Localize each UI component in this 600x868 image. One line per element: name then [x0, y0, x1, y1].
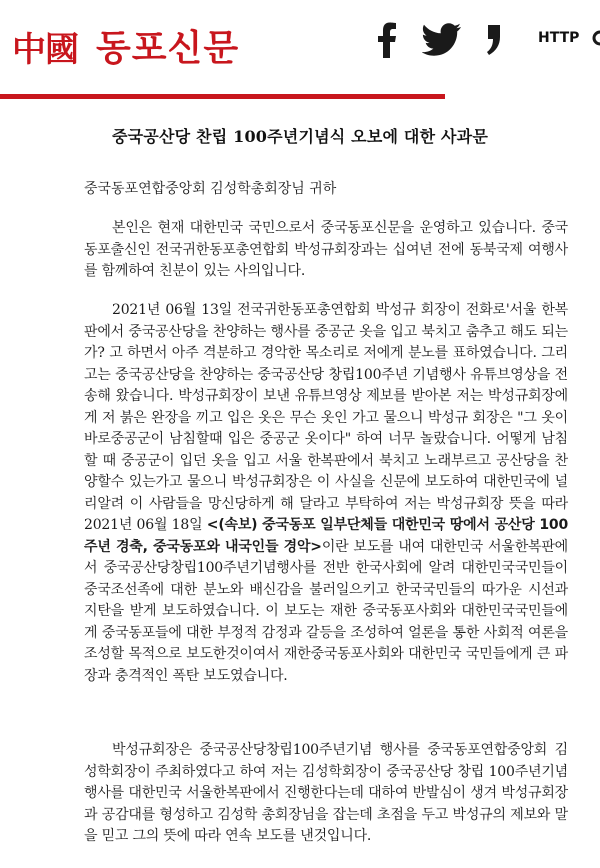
header-divider: [0, 94, 445, 99]
logo-hangul[interactable]: 동포신문: [96, 28, 240, 69]
more-icon[interactable]: [592, 30, 600, 46]
twitter-share-button[interactable]: [420, 20, 464, 60]
kakaostory-share-button[interactable]: [484, 20, 504, 60]
http-share-button[interactable]: HTTP: [538, 30, 580, 46]
site-header: [0, 0, 600, 92]
facebook-icon: [376, 22, 398, 58]
paragraph-2-text-b: 이란 보도를 내여 대한민국 서울한복판에서 중국공산당창립100주년기념행사를 전반 한국사회에 알려 대한민국국민들이 중국조선족에 대한 분노와 배신감을 불러일으키고 한국국민들의 따가운 시선과 지탄을 받게 보도하였습니다. 이 보도는 재한 중국동포사회와 대한민국국민들에게 중국동포들에 대한 부정적 감정과 갈등을 조성하여 얼론을 통한 사회적 여론을 조성할 목적으로 보도한것이여서 재한중국동포사회와 대한민국 국민들에게 큰 파장과 충격적인 폭탄 보도였습니다.: [84, 538, 568, 684]
logo-hanja[interactable]: 中國: [12, 30, 78, 70]
twitter-icon: [422, 23, 462, 57]
paragraph-2: [84, 300, 568, 687]
facebook-share-button[interactable]: [374, 20, 400, 60]
paragraph-3: 박성규회장은 중국공산당창립100주년기념 행사를 중국동포연합중앙회 김성학회장이 주최하였다고 하여 저는 김성학회장이 중국공산당 창립 100주년기념행사를 대한민국 서울한복판에서 진행한다는데 대하여 반발심이 생겨 박성규회장과 공감대를 형성하고 김성학 총회장님을 잡는데 초점을 두고 박성규의 제보와 말을 믿고 그의 뜻에 따라 연속 보도를 낸것입니다.: [84, 742, 568, 844]
salutation: 중국동포연합중앙회 김성학총회장님 귀하: [84, 181, 337, 197]
paragraph-1: 본인은 현재 대한민국 국민으로서 중국동포신문을 운영하고 있습니다. 중국동포출신인 전국귀한동포총연합회 박성규회장과는 십여년 전에 동북국제 여행사를 함께하여 친분이 있는 사의입니다.: [84, 220, 568, 279]
paragraph-2-headline: <(속보) 중국동포 일부단체들 대한민국 땅에서 공산당 100주년 경축, 중국동포와 내국인들 경악>: [84, 517, 568, 555]
document-title: 중국공산당 찬립 100주년기념식 오보에 대한 사과문: [112, 127, 488, 146]
kakaostory-icon: [486, 23, 502, 57]
paragraph-2-text-a: 2021년 06월 13일 전국귀한동포총연합회 박성규 회장이 전화로'서울 한복판에서 중국공산당을 찬양하는 행사를 중공군 옷을 입고 북치고 춤추고 해도 되는가? 고 하면서 아주 격분하고 경악한 목소리로 저에게 분노를 표하였습니다. 그리고는 중국공산당을 찬양하는 중국공산당 창립100주년 기념행사 유튜브영상을 전송해 왔습니다. 박성규회장이 보낸 유튜브영상 제보를 받아본 저는 박성규회장에게 저 붉은 완장을 끼고 입은 옷은 무슨 옷인 가고 물으니 박성규 회장은 "그 옷이 바로중공군이 남침할때 입은 중공군 옷이다" 하여 너무 놀랐습니다. 어떻게 남침할 때 중공군이 입던 옷을 입고 서울 한복판에서 북치고 노래부르고 공산당을 찬양할수 있는가고 물으니 박성규회장은 이 사실을 신문에 보도하여 대한민국에 널리알려 이 사람들을 망신당하게 해 달라고 부탁하여 저는 박성규회장 뜻을 따라 2021년 06월 18일: [84, 302, 568, 533]
